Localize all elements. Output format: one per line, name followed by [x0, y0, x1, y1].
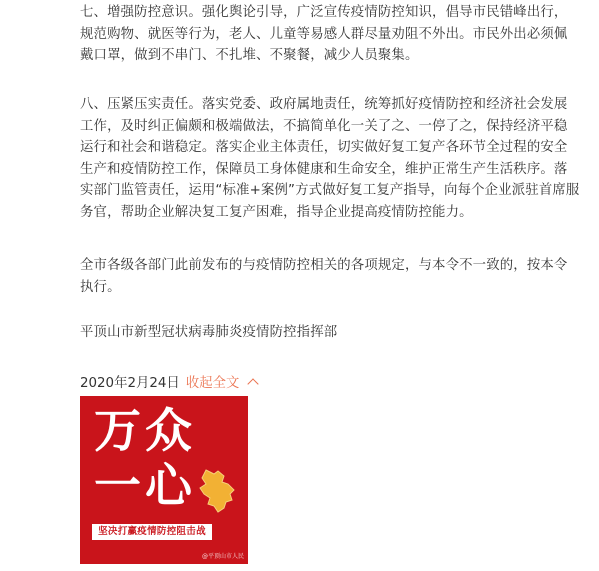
collapse-full-text-button[interactable] [186, 372, 258, 391]
poster-headline-line1: 万众 [94, 404, 196, 459]
poster-headline-line2: 一心 [94, 459, 196, 514]
post-date: 2020年2月24日 [80, 375, 180, 391]
city-map-icon [198, 468, 238, 514]
chevron-up-icon [248, 378, 259, 389]
article-paragraph-8: 八、压紧压实责任。落实党委、政府属地责任，统筹抓好疫情防控和经济社会发展工作，及时纠正偏颇和极端做法，不搞简单化一关了之、一停了之，保持经济平稳运行和社会和谐稳定。落实企业主体责任，切实做好复工复产各环节全过程的安全生产和疫情防控工作，保障员工身体健康和生命安全，维护正常生产生活秩序。落实部门监管责任，运用“标准+案例”方式做好复工复产指导，向每个企业派驻首席服务官，帮助企业解决复工复产困难，指导企业提高疫情防控能力。 [80, 97, 580, 220]
article-closing: 全市各级各部门此前发布的与疫情防控相关的各项规定，与本令不一致的，按本令执行。 [80, 258, 568, 295]
poster-watermark: @平顶山市人民 [201, 553, 244, 560]
post-image-poster[interactable] [80, 396, 248, 564]
collapse-label: 收起全文 [185, 375, 240, 391]
post-meta [80, 371, 257, 391]
poster-banner: 坚决打赢疫情防控阻击战 [92, 524, 212, 540]
article-paragraph-7: 七、增强防控意识。强化舆论引导，广泛宣传疫情防控知识，倡导市民错峰出行，规范购物、就医等行为，老人、儿童等易感人群尽量劝阻不外出。市民外出必须佩戴口罩，做到不串门、不扎堆、不聚餐，减少人员聚集。 [80, 5, 568, 63]
article-signature: 平顶山市新型冠状病毒肺炎疫情防控指挥部 [80, 325, 338, 340]
